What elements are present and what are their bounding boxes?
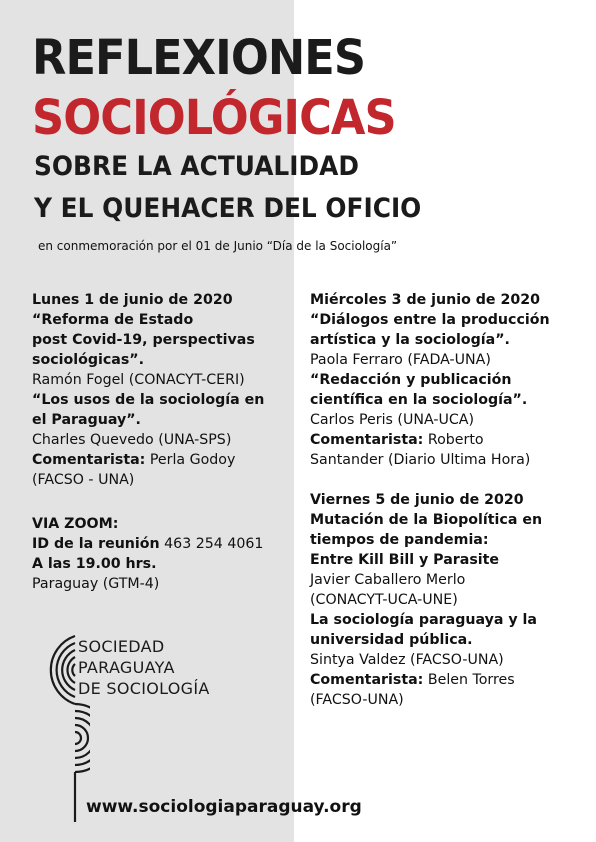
zoom-time: A las 19.00 hrs. <box>32 556 157 572</box>
zoom-timezone: Paraguay (GTM-4) <box>32 576 160 592</box>
wednesday-talk1-title: “Diálogos entre la producción <box>310 312 550 328</box>
wednesday-talk2-title: científica en la sociología”. <box>310 392 528 408</box>
meeting-id-value: 463 254 4061 <box>159 536 264 552</box>
monday-commentator-org: (FACSO - UNA) <box>32 472 135 488</box>
commentator-label: Comentarista: <box>32 452 146 468</box>
zoom-info <box>32 514 263 594</box>
friday-talk2-title: La sociología paraguaya y la <box>310 612 537 628</box>
subtitle-line-2: Y EL QUEHACER DEL OFICIO <box>34 193 422 224</box>
friday-speaker1-org: (CONACYT-UCA-UNE) <box>310 592 458 608</box>
society-name-line: PARAGUAYA <box>78 658 175 677</box>
friday-speaker2: Sintya Valdez (FACSO-UNA) <box>310 652 504 668</box>
monday-date: Lunes 1 de junio de 2020 <box>32 292 233 308</box>
monday-talk1-title: “Reforma de Estado <box>32 312 194 328</box>
monday-speaker2: Charles Quevedo (UNA-SPS) <box>32 432 232 448</box>
commentator-label: Comentarista: <box>310 432 424 448</box>
zoom-title: VIA ZOOM: <box>32 516 119 532</box>
title-line-2: SOCIOLÓGICAS <box>32 90 396 146</box>
commemoration-text: en conmemoración por el 01 de Junio “Día de la Sociología” <box>38 239 398 253</box>
zoom-meeting-id <box>32 534 263 554</box>
friday-talk1-title: Mutación de la Biopolítica en <box>310 512 543 528</box>
friday-talk1-title: tiempos de pandemia: <box>310 532 489 548</box>
friday-date: Viernes 5 de junio de 2020 <box>310 492 524 508</box>
friday-talk2-title: universidad pública. <box>310 632 473 648</box>
society-name-line: SOCIEDAD <box>78 637 165 656</box>
wednesday-date: Miércoles 3 de junio de 2020 <box>310 292 540 308</box>
monday-speaker1: Ramón Fogel (CONACYT-CERI) <box>32 372 245 388</box>
wednesday-commentator-org: Santander (Diario Ultima Hora) <box>310 452 531 468</box>
wednesday-speaker2: Carlos Peris (UNA-UCA) <box>310 412 474 428</box>
society-name <box>78 636 210 699</box>
website-link[interactable]: www.sociologiaparaguay.org <box>86 797 362 817</box>
monday-commentator <box>32 450 264 470</box>
friday-commentator <box>310 670 550 690</box>
title-line-1: REFLEXIONES <box>32 30 366 86</box>
commentator-name: Roberto <box>423 432 484 448</box>
wednesday-speaker1: Paola Ferraro (FADA-UNA) <box>310 352 491 368</box>
monday-talk1-title: post Covid-19, perspectivas <box>32 332 255 348</box>
wednesday-talk2-title: “Redacción y publicación <box>310 372 512 388</box>
society-name-line: DE SOCIOLOGÍA <box>78 679 210 698</box>
wednesday-friday-schedule <box>310 290 550 710</box>
friday-talk1-title: Entre Kill Bill y Parasite <box>310 552 500 568</box>
friday-speaker1: Javier Caballero Merlo <box>310 572 466 588</box>
meeting-id-label: ID de la reunión <box>32 536 160 552</box>
monday-talk2-title: el Paraguay”. <box>32 412 141 428</box>
monday-talk2-title: “Los usos de la sociología en <box>32 392 265 408</box>
monday-talk1-title: sociológicas”. <box>32 352 144 368</box>
monday-schedule <box>32 290 264 490</box>
subtitle-line-1: SOBRE LA ACTUALIDAD <box>34 151 359 182</box>
friday-commentator-org: (FACSO-UNA) <box>310 692 404 708</box>
commentator-label: Comentarista: <box>310 672 424 688</box>
wednesday-talk1-title: artística y la sociología”. <box>310 332 510 348</box>
wednesday-commentator <box>310 430 550 450</box>
commentator-name: Perla Godoy <box>145 452 236 468</box>
commentator-name: Belen Torres <box>423 672 515 688</box>
